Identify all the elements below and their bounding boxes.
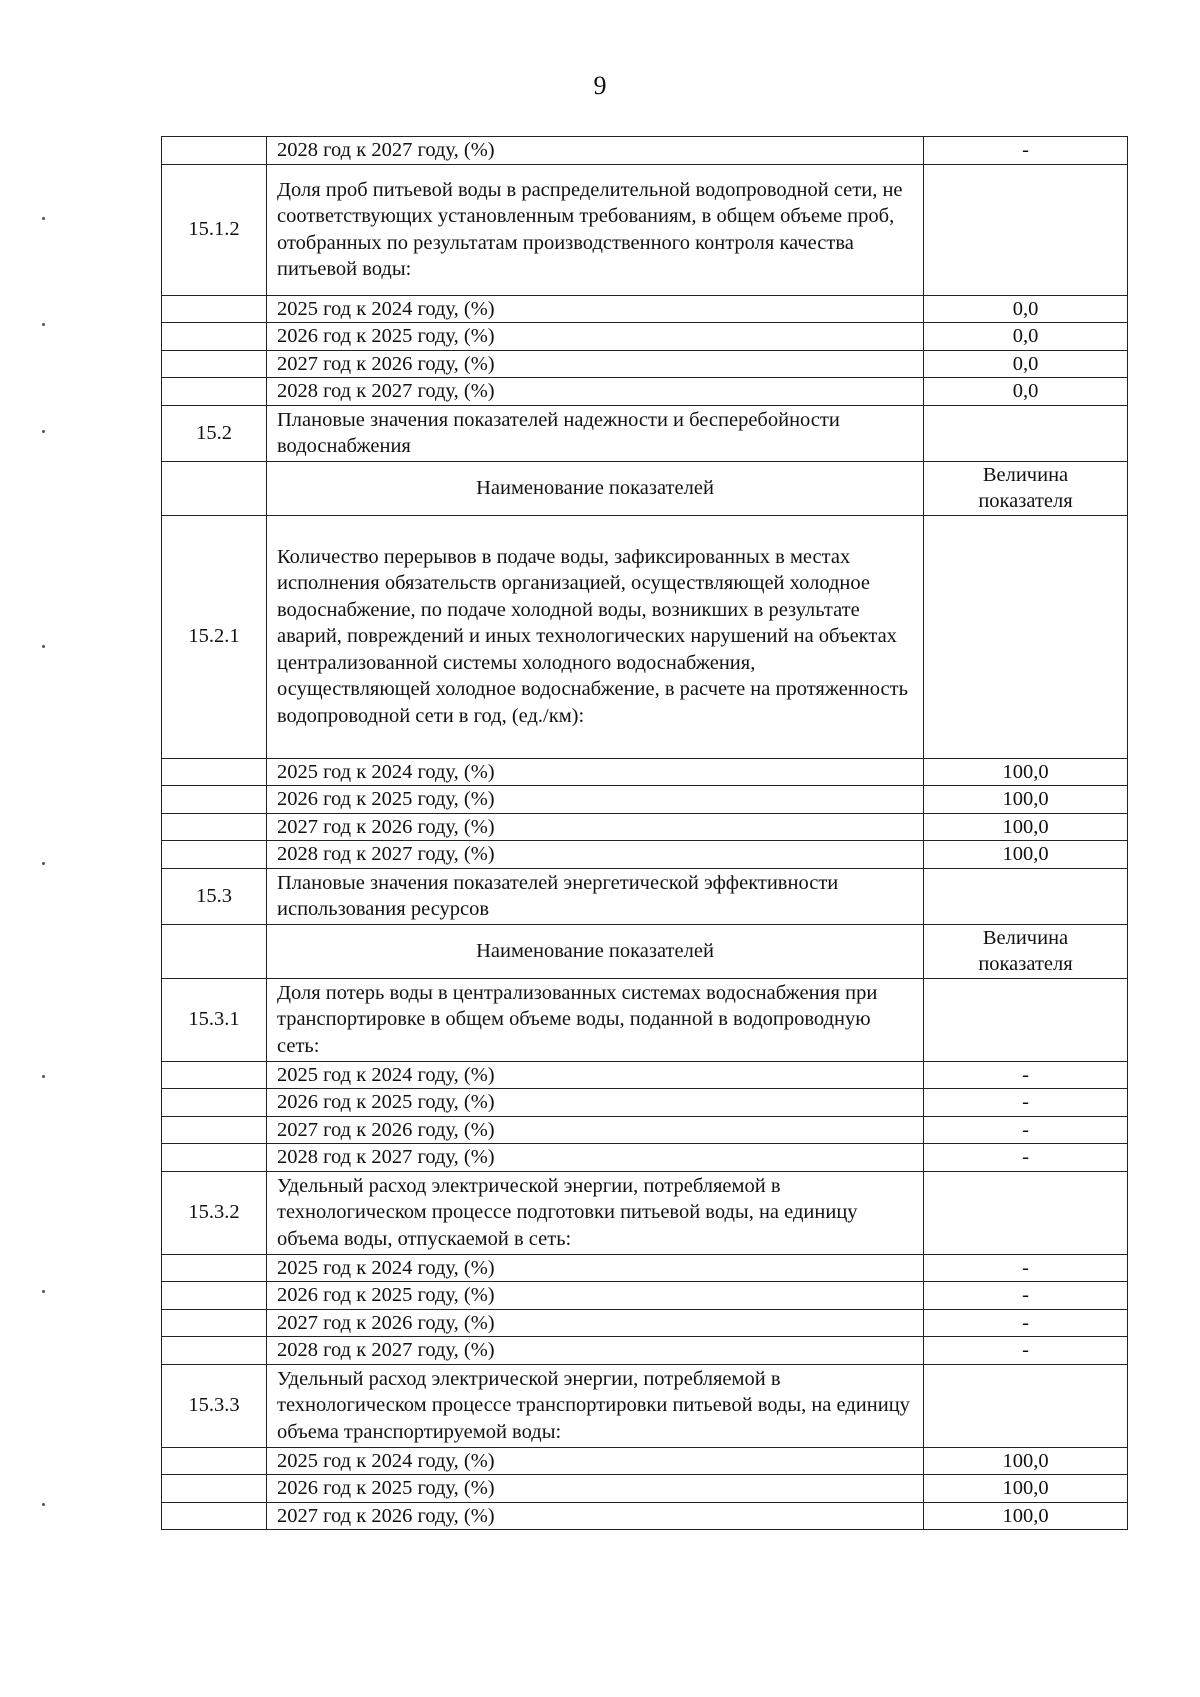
row-description: 2028 год к 2027 году, (%) [267, 841, 924, 869]
row-description: 2025 год к 2024 году, (%) [267, 1061, 924, 1089]
row-value: 0,0 [924, 323, 1128, 351]
row-description: 2027 год к 2026 году, (%) [267, 1502, 924, 1530]
row-description: 2025 год к 2024 году, (%) [267, 758, 924, 786]
row-number [162, 786, 267, 814]
row-number [162, 1116, 267, 1144]
row-number [162, 323, 267, 351]
row-number [162, 841, 267, 869]
column-header-row [162, 461, 1128, 515]
scan-speck [42, 323, 45, 326]
row-value: 100,0 [924, 1475, 1128, 1503]
table-row [162, 786, 1128, 814]
row-description: 2028 год к 2027 году, (%) [267, 378, 924, 406]
table-row [162, 1447, 1128, 1475]
row-value: - [924, 1144, 1128, 1172]
row-description: 2028 год к 2027 году, (%) [267, 137, 924, 165]
row-description: 2028 год к 2027 году, (%) [267, 1337, 924, 1365]
table-row [162, 1089, 1128, 1117]
table-row [162, 1171, 1128, 1254]
table-row [162, 378, 1128, 406]
row-value [924, 868, 1128, 924]
row-value: - [924, 1089, 1128, 1117]
name-column-header: Наименование показателей [267, 924, 924, 978]
row-description: 2027 год к 2026 году, (%) [267, 1116, 924, 1144]
row-value: 0,0 [924, 378, 1128, 406]
row-value: 100,0 [924, 1447, 1128, 1475]
value-header-line2: показателя [978, 490, 1073, 512]
name-column-header: Наименование показателей [267, 461, 924, 515]
row-number: 15.1.2 [162, 164, 267, 295]
row-number: 15.3.1 [162, 978, 267, 1061]
table-row [162, 1061, 1128, 1089]
table-row [162, 841, 1128, 869]
value-header-line1: Величина [982, 463, 1069, 486]
indicators-table [161, 136, 1128, 1530]
row-value [924, 164, 1128, 295]
scan-speck [42, 1503, 45, 1506]
table-row [162, 1364, 1128, 1447]
scan-speck [42, 862, 45, 865]
row-number [162, 1254, 267, 1282]
value-header-line1: Величина [982, 926, 1069, 949]
row-description: 2028 год к 2027 году, (%) [267, 1144, 924, 1172]
table-row [162, 1282, 1128, 1310]
table-row [162, 758, 1128, 786]
row-description: 2027 год к 2026 году, (%) [267, 1309, 924, 1337]
row-description: Удельный расход электрической энергии, потребляемой в технологическом процессе транспортировки питьевой воды, на единицу объема транспортируемой воды: [267, 1364, 924, 1447]
row-value: - [924, 1116, 1128, 1144]
row-number [162, 1282, 267, 1310]
section-row [162, 868, 1128, 924]
row-value: - [924, 1337, 1128, 1365]
row-description: 2026 год к 2025 году, (%) [267, 786, 924, 814]
row-number [162, 1061, 267, 1089]
row-number: 15.3.3 [162, 1364, 267, 1447]
row-number [162, 1447, 267, 1475]
column-header-row [162, 924, 1128, 978]
table-row [162, 295, 1128, 323]
row-description: 2026 год к 2025 году, (%) [267, 1475, 924, 1503]
table-row [162, 1309, 1128, 1337]
row-value [924, 405, 1128, 461]
section-number: 15.2 [162, 405, 267, 461]
row-value: - [924, 1061, 1128, 1089]
row-description: 2027 год к 2026 году, (%) [267, 813, 924, 841]
row-description: Удельный расход электрической энергии, потребляемой в технологическом процессе подготовки питьевой воды, на единицу объема воды, отпускаемой в сеть: [267, 1171, 924, 1254]
row-number [162, 1309, 267, 1337]
page-number: 9 [593, 71, 607, 100]
table-row [162, 1116, 1128, 1144]
scan-speck [42, 1075, 45, 1078]
row-number: 15.2.1 [162, 515, 267, 758]
table-row [162, 1337, 1128, 1365]
table-row [162, 515, 1128, 758]
table-row [162, 1254, 1128, 1282]
row-value: - [924, 1254, 1128, 1282]
section-title: Плановые значения показателей надежности и бесперебойности водоснабжения [267, 405, 924, 461]
row-value: 100,0 [924, 841, 1128, 869]
row-description: Доля потерь воды в централизованных системах водоснабжения при транспортировке в общем объеме воды, поданной в водопроводную сеть: [267, 978, 924, 1061]
scan-speck [42, 645, 45, 648]
table-row [162, 1144, 1128, 1172]
row-value [924, 515, 1128, 758]
section-number: 15.3 [162, 868, 267, 924]
row-value: - [924, 137, 1128, 165]
table-row [162, 164, 1128, 295]
value-column-header [924, 461, 1128, 515]
table-row [162, 978, 1128, 1061]
table-row [162, 1475, 1128, 1503]
table-row [162, 323, 1128, 351]
row-number [162, 1144, 267, 1172]
row-description: Количество перерывов в подаче воды, зафиксированных в местах исполнения обязательств организацией, осуществляющей холодное водоснабжение, по подаче холодной воды, возникших в результате аварий, повреждений и иных технологических нарушений на объектах централизованной системы холодного водоснабжения, осуществляющей холодное водоснабжение, в расчете на протяженность водопроводной сети в год, (ед./км): [267, 515, 924, 758]
row-description: 2026 год к 2025 году, (%) [267, 323, 924, 351]
row-description: 2025 год к 2024 году, (%) [267, 1447, 924, 1475]
scan-speck [42, 1290, 45, 1293]
row-value: 100,0 [924, 813, 1128, 841]
table-row [162, 350, 1128, 378]
table-row [162, 813, 1128, 841]
row-number [162, 350, 267, 378]
value-column-header [924, 924, 1128, 978]
row-description: 2026 год к 2025 году, (%) [267, 1089, 924, 1117]
scan-speck [42, 430, 45, 433]
scan-speck [42, 217, 45, 220]
value-header-line2: показателя [978, 953, 1073, 975]
row-number [162, 378, 267, 406]
row-number [162, 758, 267, 786]
row-value: 0,0 [924, 295, 1128, 323]
row-description: Доля проб питьевой воды в распределительной водопроводной сети, не соответствующих установленным требованиям, в общем объеме проб, отобранных по результатам производственного контроля качества питьевой воды: [267, 164, 924, 295]
row-number [162, 1502, 267, 1530]
section-title: Плановые значения показателей энергетической эффективности использования ресурсов [267, 868, 924, 924]
row-value: 0,0 [924, 350, 1128, 378]
table-row [162, 1502, 1128, 1530]
row-value: - [924, 1282, 1128, 1310]
row-number: 15.3.2 [162, 1171, 267, 1254]
row-description: 2025 год к 2024 году, (%) [267, 1254, 924, 1282]
row-value: - [924, 1309, 1128, 1337]
row-value: 100,0 [924, 1502, 1128, 1530]
row-description: 2026 год к 2025 году, (%) [267, 1282, 924, 1310]
row-value [924, 1364, 1128, 1447]
row-number [162, 1475, 267, 1503]
section-row [162, 405, 1128, 461]
row-number [162, 1089, 267, 1117]
row-number [162, 295, 267, 323]
row-value [924, 1171, 1128, 1254]
row-number [162, 137, 267, 165]
row-value: 100,0 [924, 758, 1128, 786]
row-number [162, 1337, 267, 1365]
row-number [162, 813, 267, 841]
row-description: 2025 год к 2024 году, (%) [267, 295, 924, 323]
table-row [162, 137, 1128, 165]
row-description: 2027 год к 2026 году, (%) [267, 350, 924, 378]
row-value: 100,0 [924, 786, 1128, 814]
row-value [924, 978, 1128, 1061]
